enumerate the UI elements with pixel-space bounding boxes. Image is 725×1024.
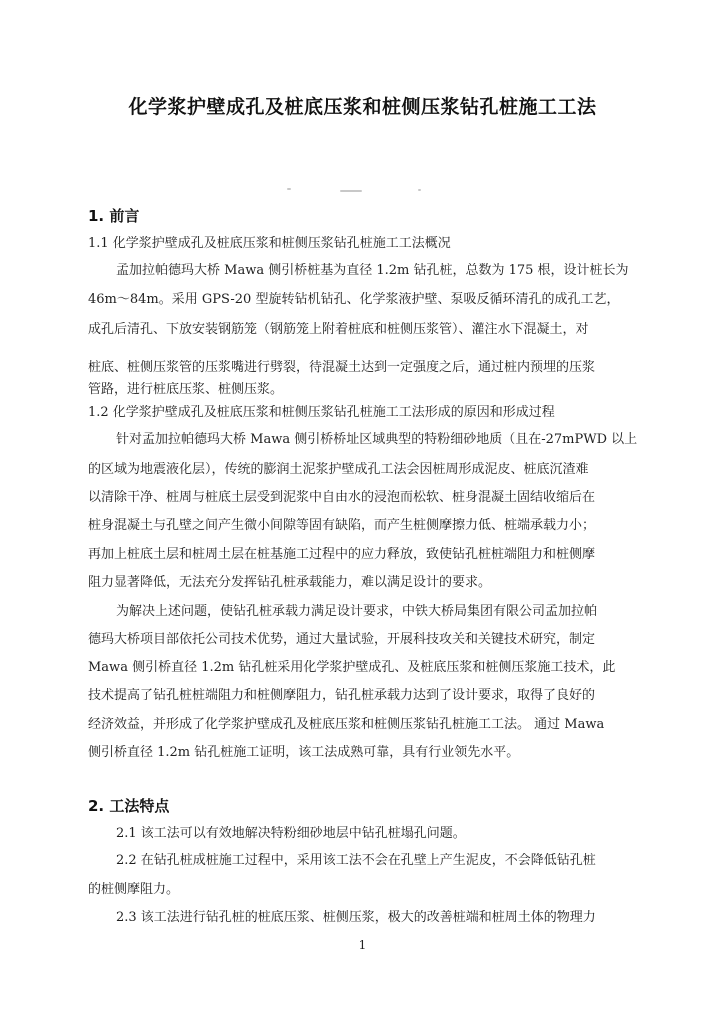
paragraph-line: 桩身混凝土与孔壁之间产生微小间隙等固有缺陷，而产生桩侧摩擦力低、桩端承载力小； (88, 518, 596, 533)
list-item: 2.2 在钻孔桩成桩施工过程中，采用该工法不会在孔壁上产生泥皮，不会降低钻孔桩 (116, 853, 596, 868)
paragraph-line: 桩底、桩侧压浆管的压浆嘴进行劈裂，待混凝土达到一定强度之后，通过桩内预埋的压浆 (88, 360, 596, 375)
paragraph-line: 为解决上述问题，使钻孔桩承载力满足设计要求，中铁大桥局集团有限公司孟加拉帕 (116, 604, 598, 619)
paragraph-line: 成孔后清孔、下放安装钢筋笼（钢筋笼上附着桩底和桩侧压浆管）、灌注水下混凝土，对 (88, 322, 589, 337)
paragraph-line: 管路，进行桩底压浆、桩侧压浆。 (88, 382, 284, 397)
paragraph-line: 46m～84m。采用 GPS-20 型旋转钻机钻孔、化学浆液护壁、泵吸反循环清孔的成孔工艺， (88, 292, 620, 307)
paragraph-line: 孟加拉帕德玛大桥 Mawa 侧引桥桩基为直径 1.2m 钻孔桩，总数为 175 根，设计桩长为 (116, 263, 629, 278)
paragraph-line: 针对孟加拉帕德玛大桥 Mawa 侧引桥桥址区域典型的特粉细砂地质（且在-27mPWD 以上 (116, 432, 638, 447)
section-2-heading: 2. 工法特点 (88, 797, 170, 815)
paragraph-line: 再加上桩底土层和桩周土层在桩基施工过程中的应力释放，致使钻孔桩桩端阻力和桩侧摩 (88, 547, 596, 562)
paragraph-line: 的区域为地震液化层），传统的膨润土泥浆护壁成孔工法会因桩周形成泥皮、桩底沉渣难 (88, 462, 589, 477)
section-1-1-heading: 1.1 化学浆护壁成孔及桩底压浆和桩侧压浆钻孔桩施工工法概况 (88, 236, 451, 251)
paragraph-line: 以清除干净、桩周与桩底土层受到泥浆中自由水的浸泡而松软、桩身混凝土固结收缩后在 (88, 490, 596, 505)
section-1-heading: 1. 前言 (88, 207, 140, 225)
document-title: 化学浆护壁成孔及桩底压浆和桩侧压浆钻孔桩施工工法 (128, 96, 597, 118)
list-item: 2.1 该工法可以有效地解决特粉细砂地层中钻孔桩塌孔问题。 (116, 826, 466, 841)
paragraph-line: 技术提高了钻孔桩桩端阻力和桩侧摩阻力，钻孔桩承载力达到了设计要求，取得了良好的 (88, 688, 596, 703)
paragraph-line: 阻力显著降低，无法充分发挥钻孔桩承载能力，难以满足设计的要求。 (88, 575, 492, 590)
list-item: 的桩侧摩阻力。 (88, 882, 180, 897)
paragraph-line: Mawa 侧引桥直径 1.2m 钻孔桩采用化学浆护壁成孔、及桩底压浆和桩侧压浆施工技术，此 (88, 660, 616, 675)
section-1-2-heading: 1.2 化学浆护壁成孔及桩底压浆和桩侧压浆钻孔桩施工工法形成的原因和形成过程 (88, 405, 555, 420)
scan-speck (418, 189, 421, 191)
page-number: 1 (358, 938, 367, 952)
paragraph-line: 经济效益，并形成了化学浆护壁成孔及桩底压浆和桩侧压浆钻孔桩施工工法。 通过 Mawa (88, 717, 605, 732)
scan-speck (340, 190, 362, 192)
scan-speck (287, 188, 291, 190)
paragraph-line: 侧引桥直径 1.2m 钻孔桩施工证明，该工法成熟可靠，具有行业领先水平。 (88, 745, 520, 760)
paragraph-line: 德玛大桥项目部依托公司技术优势，通过大量试验，开展科技攻关和关键技术研究，制定 (88, 632, 596, 647)
list-item: 2.3 该工法进行钻孔桩的桩底压浆、桩侧压浆，极大的改善桩端和桩周土体的物理力 (116, 910, 596, 925)
